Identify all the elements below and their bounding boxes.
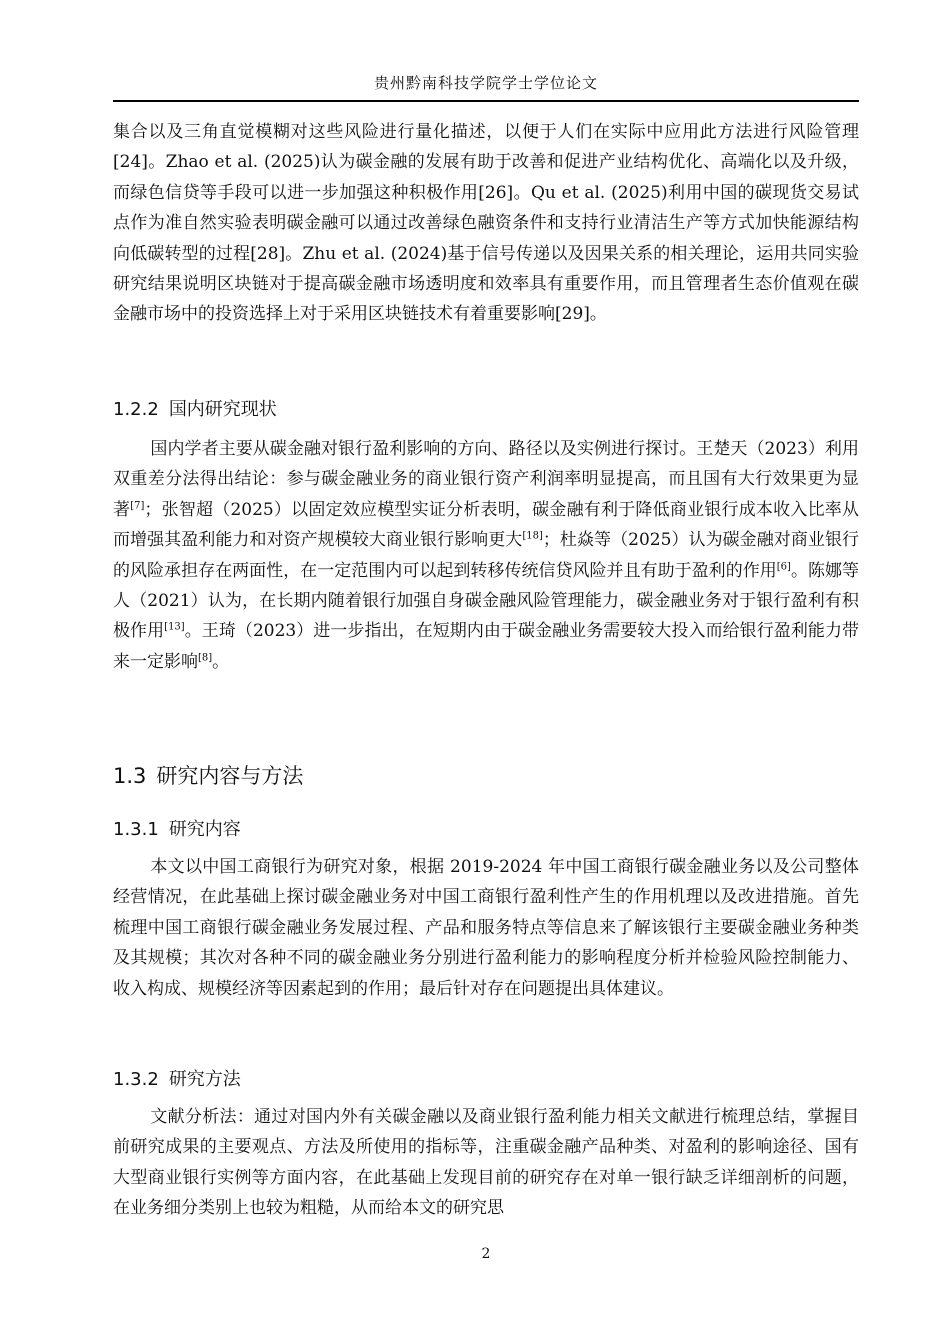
- paragraph-text: 国内学者主要从碳金融对银行盈利影响的方向、路径以及实例进行探讨。王楚天（2023）利用双重差分法得出结论：参与碳金融业务的商业银行资产利润率明显提高，而且国有大行效果更为显著: [113, 439, 859, 520]
- section-title: 研究内容: [168, 819, 241, 840]
- paragraph-text: 。陈娜等人（2021）认为，在长期内随着银行加强自身碳金融风险管理能力，碳金融业务对于银行盈利有积极作用: [113, 560, 859, 642]
- section-heading-1-2-2: [113, 395, 277, 421]
- paragraph-text: 。王琦（2023）进一步指出，在短期内由于碳金融业务需要较大投入而给银行盈利能力带来一定影响: [113, 621, 860, 672]
- citation: [6]: [776, 560, 791, 572]
- citation: [18]: [522, 530, 543, 542]
- section-title: 研究方法: [168, 1069, 241, 1090]
- section-number: 1.3: [113, 764, 147, 788]
- section-number: 1.3.2: [113, 1069, 159, 1090]
- citation: [8]: [198, 652, 213, 664]
- section-title: 研究内容与方法: [156, 764, 304, 788]
- running-header: 贵州黔南科技学院学士学位论文: [373, 74, 598, 92]
- citation: [13]: [164, 621, 185, 633]
- header-rule: [113, 100, 859, 102]
- page-number: 2: [481, 1246, 491, 1262]
- section-number: 1.3.1: [113, 819, 159, 840]
- domestic-research-paragraph: [113, 434, 859, 677]
- intro-paragraph: 集合以及三角直觉模糊对这些风险进行量化描述，以便于人们在实际中应用此方法进行风险管理[24]。Zhao et al. (2025)认为碳金融的发展有助于改善和促进产业结构优化、高端化以及升级，而绿色信贷等手段可以进一步加强这种积极作用[26]。Qu et al. (2025)利用中国的碳现货交易试点作为准自然实验表明碳金融可以通过改善绿色融资条件和支持行业清洁生产等方式加快能源结构向低碳转型的过程[28]。Zhu et al. (2024)基于信号传递以及因果关系的相关理论，运用共同实验研究结果说明区块链对于提高碳金融市场透明度和效率具有重要作用，而且管理者生态价值观在碳金融市场中的投资选择上对于采用区块链技术有着重要影响[29]。: [113, 122, 859, 325]
- research-method-paragraph: 文献分析法：通过对国内外有关碳金融以及商业银行盈利能力相关文献进行梳理总结，掌握目前研究成果的主要观点、方法及所使用的指标等，注重碳金融产品种类、对盈利的影响途径、国有大型商业银行实例等方面内容，在此基础上发现目前的研究存在对单一银行缺乏详细剖析的问题，在业务细分类别上也较为粗糙，从而给本文的研究思: [113, 1107, 859, 1219]
- section-number: 1.2.2: [113, 399, 159, 420]
- section-heading-1-3: [113, 760, 303, 790]
- section-title: 国内研究现状: [168, 399, 277, 420]
- section-heading-1-3-2: [113, 1065, 241, 1091]
- paragraph-text: ；杜焱等（2025）认为碳金融对商业银行的风险承担存在两面性，在一定范围内可以起到转移传统信贷风险并且有助于盈利的作用: [113, 530, 860, 581]
- paragraph-text: 。: [212, 651, 230, 672]
- research-content-paragraph: 本文以中国工商银行为研究对象，根据 2019-2024 年中国工商银行碳金融业务以及公司整体经营情况，在此基础上探讨碳金融业务对中国工商银行盈利性产生的作用机理以及改进措施。首先梳理中国工商银行碳金融业务发展过程、产品和服务特点等信息来了解该银行主要碳金融业务种类及其规模；其次对各种不同的碳金融业务分别进行盈利能力的影响程度分析并检验风险控制能力、收入构成、规模经济等因素起到的作用；最后针对存在问题提出具体建议。: [113, 857, 859, 999]
- paragraph-text: ；张智超（2025）以固定效应模型实证分析表明，碳金融有利于降低商业银行成本收入比率从而增强其盈利能力和对资产规模较大商业银行影响更大: [113, 499, 860, 551]
- citation: [7]: [130, 500, 145, 512]
- section-heading-1-3-1: [113, 815, 241, 841]
